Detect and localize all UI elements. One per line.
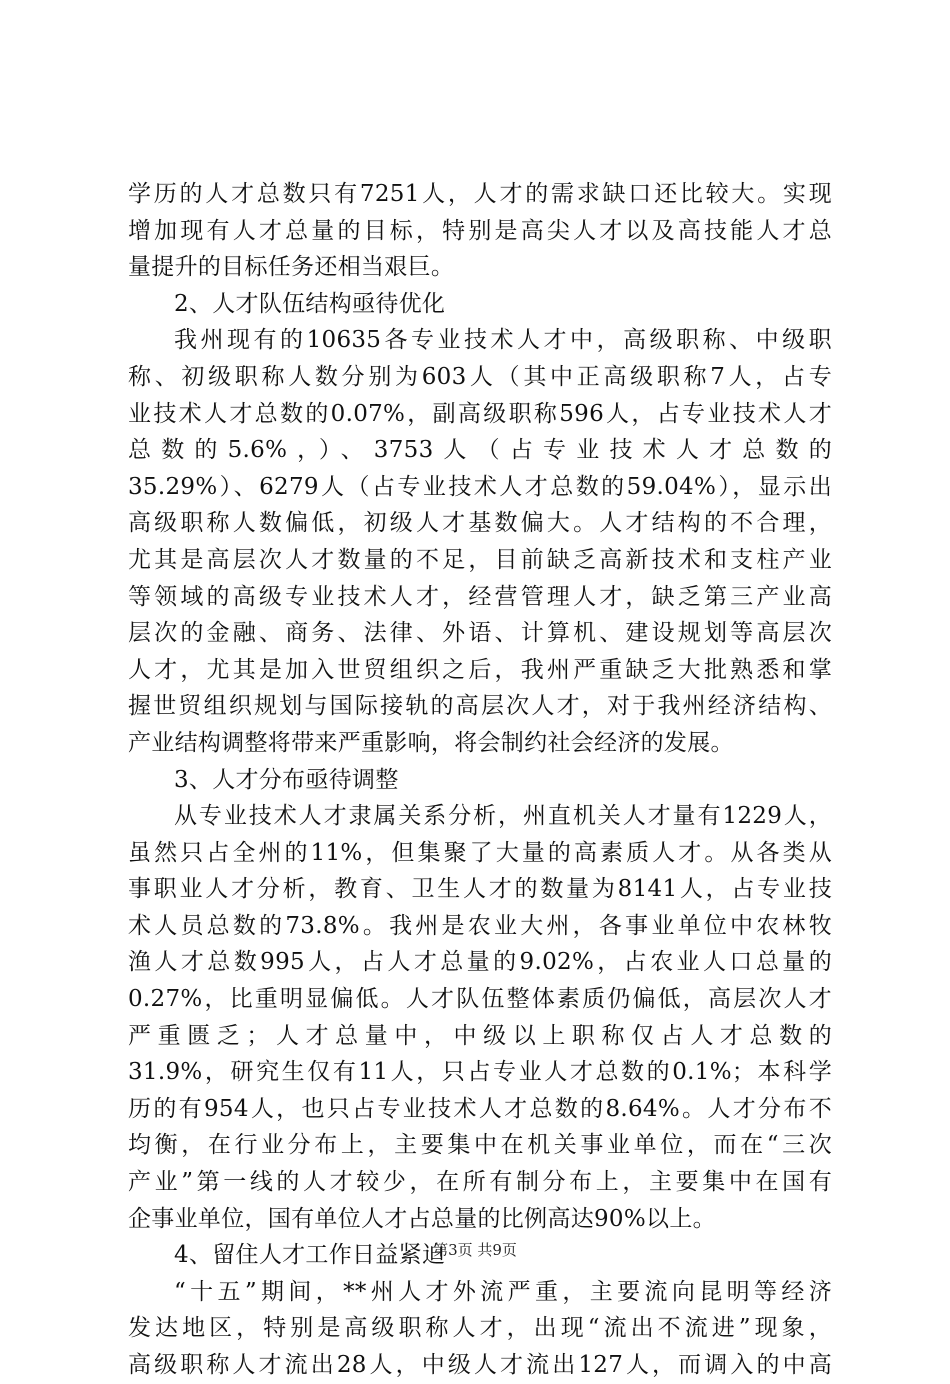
text-line: 握世贸组织规划与国际接轨的高层次人才，对于我州经济结构、 bbox=[128, 693, 832, 720]
text-line: 增加现有人才总量的目标，特别是高尖人才以及高技能人才总 bbox=[128, 217, 832, 244]
text-line: 均衡，在行业分布上，主要集中在机关事业单位，而在“三次 bbox=[128, 1132, 832, 1159]
text-line: 尤其是高层次人才数量的不足，目前缺乏高新技术和支柱产业 bbox=[128, 546, 832, 573]
text-line: 2、人才队伍结构亟待优化 bbox=[174, 290, 446, 317]
text-line: 渔人才总数995人，占人才总量的9.02%，占农业人口总量的 bbox=[128, 949, 832, 976]
text-line: “十五”期间，**州人才外流严重，主要流向昆明等经济 bbox=[174, 1278, 832, 1305]
text-line: 从专业技术人才隶属关系分析，州直机关人才量有1229人， bbox=[174, 803, 832, 830]
text-line: 0.27%，比重明显偏低。人才队伍整体素质仍偏低，高层次人才 bbox=[128, 986, 832, 1013]
text-line: 高级职称人才流出28人，中级人才流出127人，而调入的中高 bbox=[128, 1352, 832, 1378]
text-line: 31.9%，研究生仅有11人，只占专业人才总数的0.1%；本科学 bbox=[128, 1059, 832, 1086]
text-line: 4、留住人才工作日益紧迫 bbox=[174, 1242, 446, 1269]
text-line: 总数的5.6%，）、3753人（占专业技术人才总数的 bbox=[128, 437, 832, 464]
text-line: 产业结构调整将带来严重影响，将会制约社会经济的发展。 bbox=[128, 729, 734, 756]
text-line: 我州现有的10635各专业技术人才中，高级职称、中级职 bbox=[174, 327, 832, 354]
text-line: 35.29%）、6279人（占专业技术人才总数的59.04%），显示出 bbox=[128, 473, 832, 500]
text-line: 术人员总数的73.8%。我州是农业大州，各事业单位中农林牧 bbox=[128, 912, 832, 939]
text-line: 发达地区，特别是高级职称人才，出现“流出不流进”现象， bbox=[128, 1315, 832, 1342]
page-footer: 第3页 共9页 bbox=[433, 1241, 517, 1259]
text-line: 3、人才分布亟待调整 bbox=[174, 766, 399, 793]
text-line: 企事业单位，国有单位人才占总量的比例高达90%以上。 bbox=[128, 1205, 716, 1232]
text-line: 等领域的高级专业技术人才，经营管理人才，缺乏第三产业高 bbox=[128, 583, 832, 610]
document-body bbox=[128, 176, 832, 1384]
text-line: 量提升的目标任务还相当艰巨。 bbox=[128, 254, 455, 281]
text-line: 事职业人才分析，教育、卫生人才的数量为8141人，占专业技 bbox=[128, 876, 832, 903]
text-line: 称、初级职称人数分别为603人（其中正高级职称7人，占专 bbox=[128, 363, 832, 390]
text-line: 严重匮乏；人才总量中，中级以上职称仅占人才总数的 bbox=[128, 1022, 832, 1049]
text-line: 学历的人才总数只有7251人，人才的需求缺口还比较大。实现 bbox=[128, 181, 832, 207]
text-line: 虽然只占全州的11%，但集聚了大量的高素质人才。从各类从 bbox=[128, 839, 832, 866]
text-line: 层次的金融、商务、法律、外语、计算机、建设规划等高层次 bbox=[128, 620, 832, 647]
text-line: 历的有954人，也只占专业技术人才总数的8.64%。人才分布不 bbox=[128, 1095, 832, 1122]
text-line: 产业”第一线的人才较少，在所有制分布上，主要集中在国有 bbox=[128, 1169, 832, 1196]
text-line: 高级职称人数偏低，初级人才基数偏大。人才结构的不合理， bbox=[128, 510, 832, 537]
text-line: 人才，尤其是加入世贸组织之后，我州严重缺乏大批熟悉和掌 bbox=[128, 656, 832, 683]
text-line: 业技术人才总数的0.07%，副高级职称596人，占专业技术人才 bbox=[128, 400, 832, 427]
